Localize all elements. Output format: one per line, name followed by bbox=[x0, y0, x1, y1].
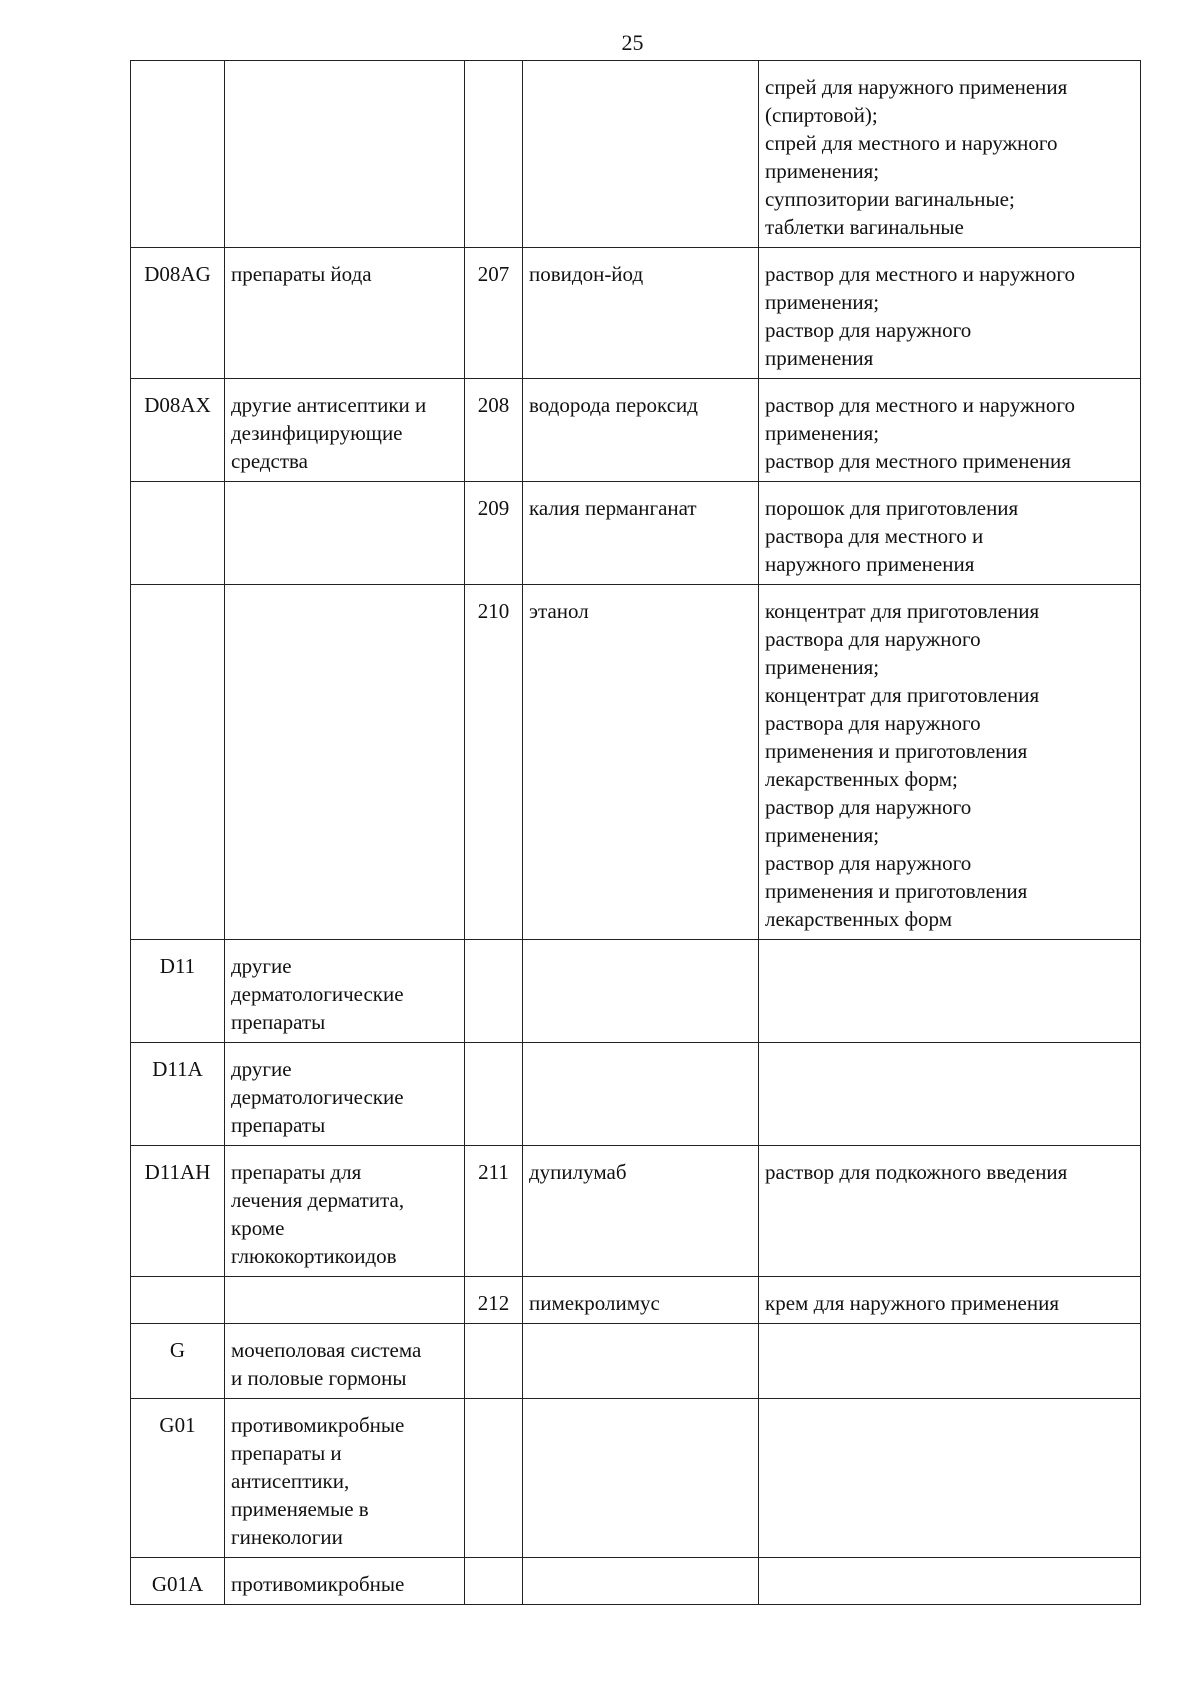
atc-code-cell: G01A bbox=[131, 1558, 225, 1605]
table-row bbox=[131, 379, 1141, 482]
drug-name-cell bbox=[523, 1043, 759, 1146]
table-row bbox=[131, 1324, 1141, 1399]
atc-group-cell-line: препараты для bbox=[231, 1160, 362, 1184]
atc-group-cell bbox=[225, 248, 465, 379]
dosage-forms-cell-line: (спиртовой); bbox=[765, 103, 878, 127]
item-number-cell: 210 bbox=[465, 585, 523, 940]
atc-group-cell bbox=[225, 61, 465, 248]
item-number-cell: 207 bbox=[465, 248, 523, 379]
atc-group-cell-line: препараты bbox=[231, 1010, 326, 1034]
item-number-cell bbox=[465, 1043, 523, 1146]
atc-code-cell bbox=[131, 585, 225, 940]
dosage-forms-cell-line: суппозитории вагинальные; bbox=[765, 187, 1015, 211]
atc-group-cell-line: противомикробные bbox=[231, 1572, 405, 1596]
atc-group-cell bbox=[225, 482, 465, 585]
dosage-forms-cell bbox=[759, 248, 1141, 379]
atc-code-cell: D08AG bbox=[131, 248, 225, 379]
item-number-cell bbox=[465, 1399, 523, 1558]
item-number-cell: 209 bbox=[465, 482, 523, 585]
atc-group-cell-line: кроме bbox=[231, 1216, 285, 1240]
dosage-forms-cell-line: крем для наружного применения bbox=[765, 1291, 1060, 1315]
item-number-cell bbox=[465, 1558, 523, 1605]
dosage-forms-cell-line: таблетки вагинальные bbox=[765, 215, 964, 239]
drug-name-cell: повидон-йод bbox=[523, 248, 759, 379]
dosage-forms-cell-line: раствор для наружного bbox=[765, 851, 972, 875]
atc-code-cell: D11AH bbox=[131, 1146, 225, 1277]
atc-code-cell bbox=[131, 1277, 225, 1324]
dosage-forms-cell bbox=[759, 1558, 1141, 1605]
dosage-forms-cell-line: раствора для местного и bbox=[765, 524, 984, 548]
atc-group-cell bbox=[225, 1146, 465, 1277]
atc-group-cell-line: глюкокортикоидов bbox=[231, 1244, 397, 1268]
atc-group-cell-line: другие bbox=[231, 1057, 292, 1081]
dosage-forms-cell-line: применения bbox=[765, 346, 874, 370]
table-row bbox=[131, 248, 1141, 379]
atc-code-cell: G bbox=[131, 1324, 225, 1399]
atc-group-cell-line: препараты и bbox=[231, 1441, 342, 1465]
atc-group-cell bbox=[225, 1043, 465, 1146]
dosage-forms-cell bbox=[759, 1324, 1141, 1399]
table-row bbox=[131, 61, 1141, 248]
atc-group-cell-line: антисептики, bbox=[231, 1469, 350, 1493]
table-row bbox=[131, 1277, 1141, 1324]
table-row bbox=[131, 1399, 1141, 1558]
atc-code-cell bbox=[131, 482, 225, 585]
atc-group-cell-line: противомикробные bbox=[231, 1413, 405, 1437]
drug-name-cell bbox=[523, 1324, 759, 1399]
dosage-forms-cell-line: наружного применения bbox=[765, 552, 975, 576]
atc-group-cell bbox=[225, 1558, 465, 1605]
dosage-forms-cell bbox=[759, 482, 1141, 585]
dosage-forms-cell-line: применения; bbox=[765, 823, 880, 847]
dosage-forms-cell-line: раствор для местного применения bbox=[765, 449, 1071, 473]
dosage-forms-cell bbox=[759, 1399, 1141, 1558]
atc-group-cell-line: лечения дерматита, bbox=[231, 1188, 405, 1212]
drug-name-cell: водорода пероксид bbox=[523, 379, 759, 482]
dosage-forms-cell-line: концентрат для приготовления bbox=[765, 599, 1040, 623]
dosage-forms-cell-line: применения; bbox=[765, 290, 880, 314]
dosage-forms-cell bbox=[759, 1146, 1141, 1277]
page-number: 25 bbox=[621, 30, 644, 55]
dosage-forms-cell-line: раствор для наружного bbox=[765, 318, 972, 342]
drug-name-cell bbox=[523, 1399, 759, 1558]
dosage-forms-cell-line: спрей для наружного применения bbox=[765, 75, 1068, 99]
item-number-cell bbox=[465, 1324, 523, 1399]
dosage-forms-cell bbox=[759, 1043, 1141, 1146]
dosage-forms-cell-line: лекарственных форм bbox=[765, 907, 953, 931]
drug-name-cell bbox=[523, 61, 759, 248]
drug-name-cell: дупилумаб bbox=[523, 1146, 759, 1277]
dosage-forms-cell bbox=[759, 585, 1141, 940]
table-row bbox=[131, 585, 1141, 940]
dosage-forms-cell-line: раствор для местного и наружного bbox=[765, 393, 1075, 417]
item-number-cell: 211 bbox=[465, 1146, 523, 1277]
dosage-forms-cell-line: порошок для приготовления bbox=[765, 496, 1019, 520]
drug-name-cell: этанол bbox=[523, 585, 759, 940]
dosage-forms-cell bbox=[759, 379, 1141, 482]
dosage-forms-cell-line: применения и приготовления bbox=[765, 739, 1028, 763]
dosage-forms-cell bbox=[759, 940, 1141, 1043]
item-number-cell: 208 bbox=[465, 379, 523, 482]
dosage-forms-cell-line: применения; bbox=[765, 421, 880, 445]
dosage-forms-cell bbox=[759, 61, 1141, 248]
atc-group-cell bbox=[225, 1399, 465, 1558]
atc-code-cell: D08AX bbox=[131, 379, 225, 482]
atc-group-cell bbox=[225, 1277, 465, 1324]
table-row bbox=[131, 482, 1141, 585]
dosage-forms-cell-line: раствор для местного и наружного bbox=[765, 262, 1075, 286]
atc-group-cell-line: дерматологические bbox=[231, 1085, 404, 1109]
dosage-forms-cell-line: спрей для местного и наружного bbox=[765, 131, 1058, 155]
dosage-forms-cell-line: раствор для наружного bbox=[765, 795, 972, 819]
atc-group-cell-line: препараты йода bbox=[231, 262, 372, 286]
dosage-forms-cell-line: применения; bbox=[765, 159, 880, 183]
atc-group-cell bbox=[225, 1324, 465, 1399]
atc-code-cell: D11 bbox=[131, 940, 225, 1043]
item-number-cell: 212 bbox=[465, 1277, 523, 1324]
dosage-forms-cell-line: лекарственных форм; bbox=[765, 767, 958, 791]
atc-group-cell-line: средства bbox=[231, 449, 309, 473]
drug-name-cell: пимекролимус bbox=[523, 1277, 759, 1324]
item-number-cell bbox=[465, 61, 523, 248]
atc-group-cell-line: другие антисептики и bbox=[231, 393, 427, 417]
drug-name-cell: калия перманганат bbox=[523, 482, 759, 585]
dosage-forms-cell-line: концентрат для приготовления bbox=[765, 683, 1040, 707]
atc-group-cell bbox=[225, 379, 465, 482]
drug-name-cell bbox=[523, 1558, 759, 1605]
table-row bbox=[131, 940, 1141, 1043]
atc-group-cell-line: гинекологии bbox=[231, 1525, 343, 1549]
medicines-table bbox=[130, 60, 1141, 1605]
dosage-forms-cell-line: раствора для наружного bbox=[765, 711, 981, 735]
table-row bbox=[131, 1146, 1141, 1277]
atc-group-cell-line: применяемые в bbox=[231, 1497, 369, 1521]
atc-group-cell-line: дерматологические bbox=[231, 982, 404, 1006]
dosage-forms-cell-line: раствора для наружного bbox=[765, 627, 981, 651]
atc-code-cell bbox=[131, 61, 225, 248]
dosage-forms-cell-line: применения и приготовления bbox=[765, 879, 1028, 903]
dosage-forms-cell-line: применения; bbox=[765, 655, 880, 679]
atc-group-cell-line: препараты bbox=[231, 1113, 326, 1137]
atc-group-cell-line: мочеполовая система bbox=[231, 1338, 422, 1362]
item-number-cell bbox=[465, 940, 523, 1043]
atc-group-cell bbox=[225, 585, 465, 940]
dosage-forms-cell-line: раствор для подкожного введения bbox=[765, 1160, 1068, 1184]
table-row bbox=[131, 1043, 1141, 1146]
atc-group-cell-line: дезинфицирующие bbox=[231, 421, 403, 445]
drug-name-cell bbox=[523, 940, 759, 1043]
atc-group-cell-line: и половые гормоны bbox=[231, 1366, 407, 1390]
atc-group-cell bbox=[225, 940, 465, 1043]
atc-code-cell: G01 bbox=[131, 1399, 225, 1558]
dosage-forms-cell bbox=[759, 1277, 1141, 1324]
table-row bbox=[131, 1558, 1141, 1605]
atc-group-cell-line: другие bbox=[231, 954, 292, 978]
atc-code-cell: D11A bbox=[131, 1043, 225, 1146]
